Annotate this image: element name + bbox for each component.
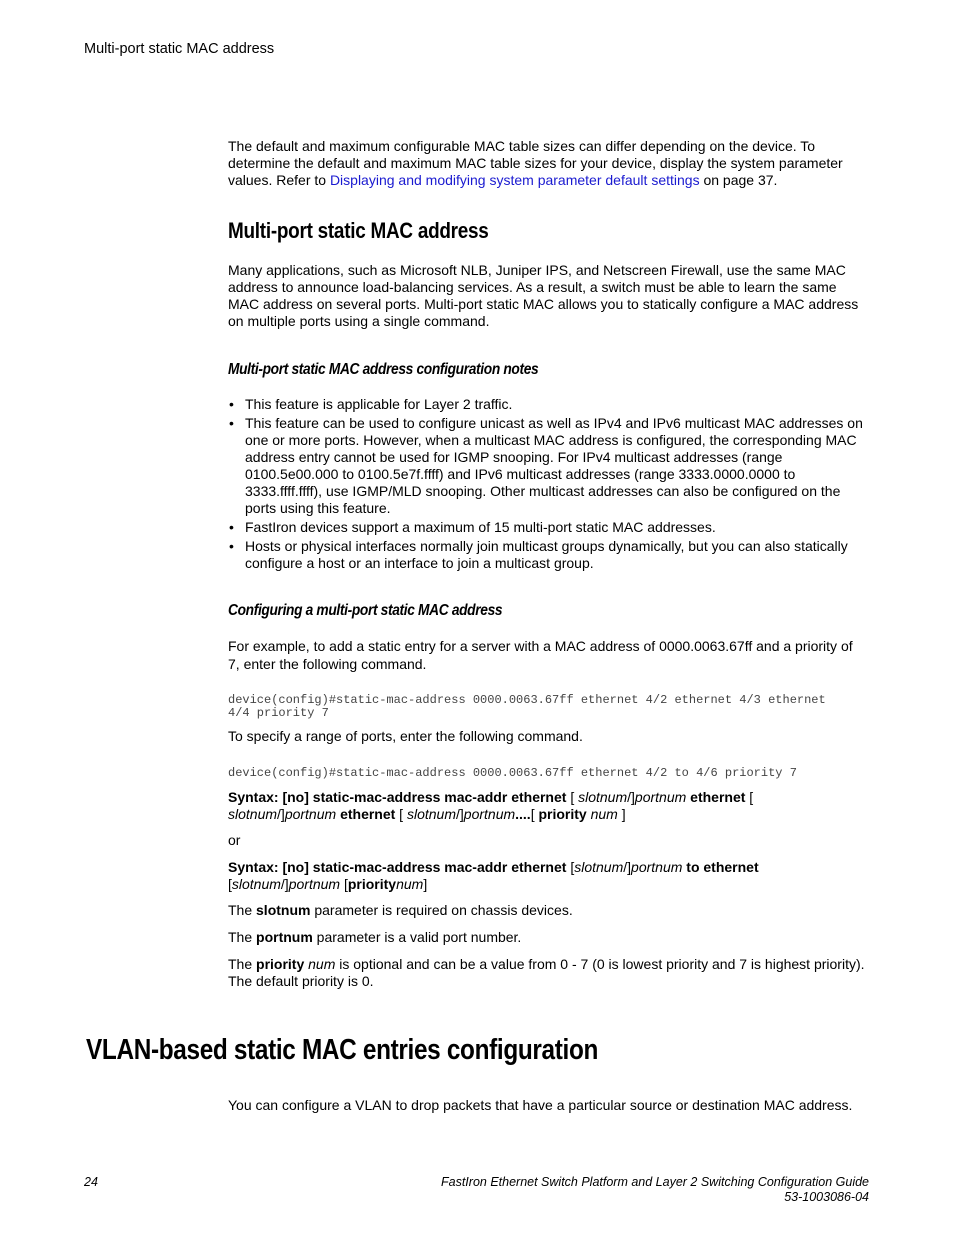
example-text: For example, to add a static entry for a server with a MAC address of 0000.0063.67ff and a priority of 7, enter the following command. <box>228 638 853 672</box>
book-title: FastIron Ethernet Switch Platform and Layer 2 Switching Configuration Guide <box>441 1175 869 1189</box>
portnum-paragraph: The portnum parameter is a valid port number. <box>228 929 522 945</box>
configuring-heading: Configuring a multi-port static MAC address <box>228 602 503 619</box>
slotnum-term: slotnum <box>256 902 311 918</box>
list-item: • This feature can be used to configure unicast as well as IPv4 and IPv6 multicast MAC addresses on one or more ports. However, when a multicast MAC address is configured, the corresponding MAC address entry cannot be used for IGMP snooping. For IPv4 multicast addresses (range 0100.5e00.000 to 0100.5e7f.ffff) and IPv6 multicast addresses (range 3333.0000.0000 to 3333.ffff.ffff), use IGMP/MLD snooping. Other multicast addresses can also be configured on the ports using this feature. <box>228 415 868 517</box>
syntax-block-1: Syntax: [no] static-mac-address mac-addr ethernet [ slotnum/]portnum ethernet [ slotnum/]portnum ethernet [ slotnum/]portnum....[ priority num ] <box>228 789 754 822</box>
range-text: To specify a range of ports, enter the following command. <box>228 728 583 744</box>
section-paragraph: Many applications, such as Microsoft NLB, Juniper IPS, and Netscreen Firewall, use the same MAC address to announce load-balancing services. As a result, a switch must be able to learn the same MAC address on several ports. Multi-port static MAC allows you to statically configure a MAC address on multiple ports using a single command. <box>228 262 859 329</box>
syntax-block-2: Syntax: [no] static-mac-address mac-addr ethernet [slotnum/]portnum to ethernet [slotnum/]portnum [prioritynum] <box>228 859 759 892</box>
footer-book-info <box>441 1175 869 1205</box>
or-text: or <box>228 832 241 848</box>
chapter-heading: VLAN-based static MAC entries configuration <box>86 1034 599 1066</box>
range-paragraph <box>228 728 868 745</box>
priority-description: is optional and can be a value from 0 - 7 (0 is lowest priority and 7 is highest priority). The default priority is 0. <box>228 956 865 989</box>
running-header: Multi-port static MAC address <box>84 41 275 57</box>
intro-paragraph <box>228 138 868 189</box>
priority-paragraph: The priority num is optional and can be a value from 0 - 7 (0 is lowest priority and 7 is highest priority). The default priority is 0. <box>228 956 865 989</box>
code-block-2: device(config)#static-mac-address 0000.0063.67ff ethernet 4/2 to 4/6 priority 7 <box>228 766 797 780</box>
list-item: • Hosts or physical interfaces normally join multicast groups dynamically, but you can also statically configure a host or an interface to join a multicast group. <box>228 538 868 572</box>
document-number: 53-1003086-04 <box>784 1190 869 1204</box>
list-item: • This feature is applicable for Layer 2 traffic. <box>228 396 868 413</box>
intro-text-end: on page 37. <box>699 172 778 188</box>
notes-heading: Multi-port static MAC address configuration notes <box>228 361 539 378</box>
slotnum-paragraph: The slotnum parameter is required on chassis devices. <box>228 902 573 918</box>
page-number: 24 <box>84 1175 98 1189</box>
intro-text: The default and maximum configurable MAC table sizes can differ depending on the device. To determine the default and maximum MAC table sizes for your device, display the system parameter values. Refer to <box>228 138 843 188</box>
chapter-paragraph: You can configure a VLAN to drop packets that have a particular source or destination MAC address. <box>228 1097 853 1113</box>
notes-list <box>228 396 868 574</box>
section-body <box>228 262 868 330</box>
portnum-description: parameter is a valid port number. <box>316 929 522 945</box>
priority-term: priority <box>256 956 305 972</box>
portnum-term: portnum <box>256 929 313 945</box>
cross-reference-link[interactable]: Displaying and modifying system parameter default settings <box>329 172 700 188</box>
chapter-body <box>228 1097 868 1114</box>
code-block-1: device(config)#static-mac-address 0000.0063.67ff ethernet 4/2 ethernet 4/3 ethernet 4/4 priority 7 <box>228 693 826 720</box>
example-paragraph <box>228 637 868 673</box>
section-heading: Multi-port static MAC address <box>228 218 489 243</box>
list-item: • FastIron devices support a maximum of 15 multi-port static MAC addresses. <box>228 519 868 536</box>
slotnum-description: parameter is required on chassis devices. <box>314 902 573 918</box>
